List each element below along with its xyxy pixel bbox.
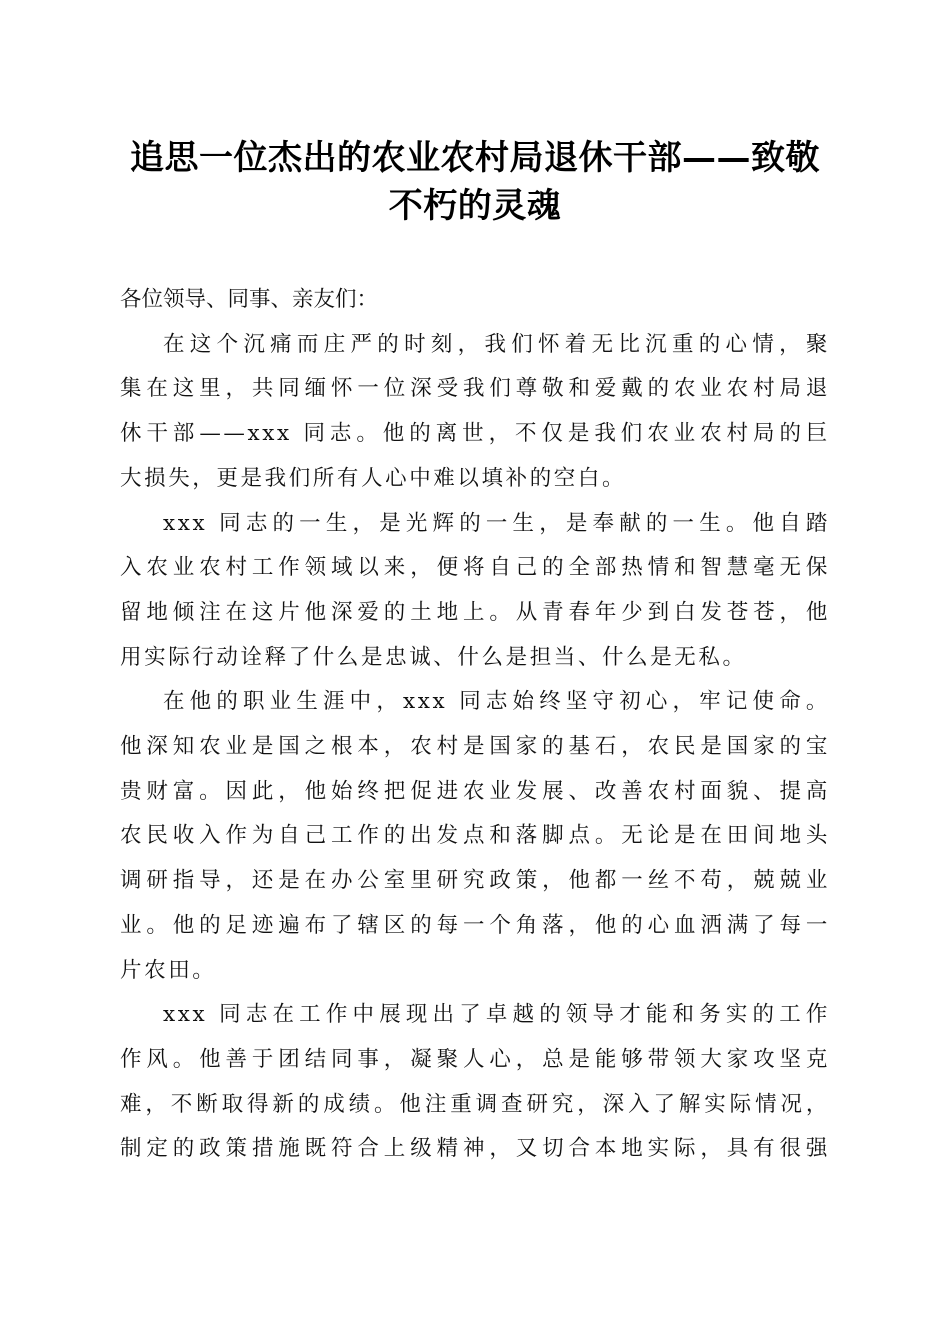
paragraph-line: 大损失，更是我们所有人心中难以填补的空白。	[120, 465, 627, 491]
paragraph-line: 作风。他善于团结同事，凝聚人心，总是能够带领大家攻坚克	[120, 1046, 830, 1072]
paragraph-line: 集在这里，共同缅怀一位深受我们尊敬和爱戴的农业农村局退	[120, 376, 830, 402]
paragraph-line: 贵财富。因此，他始终把促进农业发展、改善农村面貌、提高	[120, 778, 830, 804]
paragraph-line: 他深知农业是国之根本，农村是国家的基石，农民是国家的宝	[120, 734, 830, 760]
paragraph-line: 制定的政策措施既符合上级精神，又切合本地实际，具有很强	[120, 1136, 830, 1162]
paragraph-line: xxx 同志在工作中展现出了卓越的领导才能和务实的工作	[163, 1002, 830, 1028]
paragraph-line: 入农业农村工作领域以来，便将自己的全部热情和智慧毫无保	[120, 555, 830, 581]
title-line-2: 不朽的灵魂	[388, 186, 562, 226]
paragraph-line: 留地倾注在这片他深爱的土地上。从青春年少到白发苍苍，他	[120, 599, 830, 625]
paragraph-line: 片农田。	[120, 957, 217, 983]
salutation: 各位领导、同事、亲友们：	[120, 287, 379, 312]
paragraph-line: 用实际行动诠释了什么是忠诚、什么是担当、什么是无私。	[120, 644, 747, 670]
paragraph-4	[120, 993, 830, 1172]
paragraph-line: 农民收入作为自己工作的出发点和落脚点。无论是在田间地头	[120, 823, 830, 849]
title-line-1: 追思一位杰出的农业农村局退休干部——致敬	[130, 138, 820, 178]
paragraph-line: 业。他的足迹遍布了辖区的每一个角落，他的心血洒满了每一	[120, 912, 830, 938]
paragraph-line: 休干部——xxx 同志。他的离世，不仅是我们农业农村局的巨	[120, 421, 830, 447]
document-body	[120, 278, 830, 1172]
paragraph-3	[120, 680, 830, 993]
paragraph-line: 在这个沉痛而庄严的时刻，我们怀着无比沉重的心情，聚	[163, 331, 830, 357]
paragraph-2	[120, 502, 830, 681]
paragraph-line: 在他的职业生涯中，xxx 同志始终坚守初心，牢记使命。	[163, 689, 830, 715]
paragraph-line: 调研指导，还是在办公室里研究政策，他都一丝不苟，兢兢业	[120, 868, 830, 894]
paragraph-line: 难，不断取得新的成绩。他注重调查研究，深入了解实际情况，	[120, 1091, 830, 1117]
document-title	[100, 134, 850, 230]
paragraph-line: xxx 同志的一生，是光辉的一生，是奉献的一生。他自踏	[163, 510, 830, 536]
paragraph-1	[120, 323, 830, 502]
